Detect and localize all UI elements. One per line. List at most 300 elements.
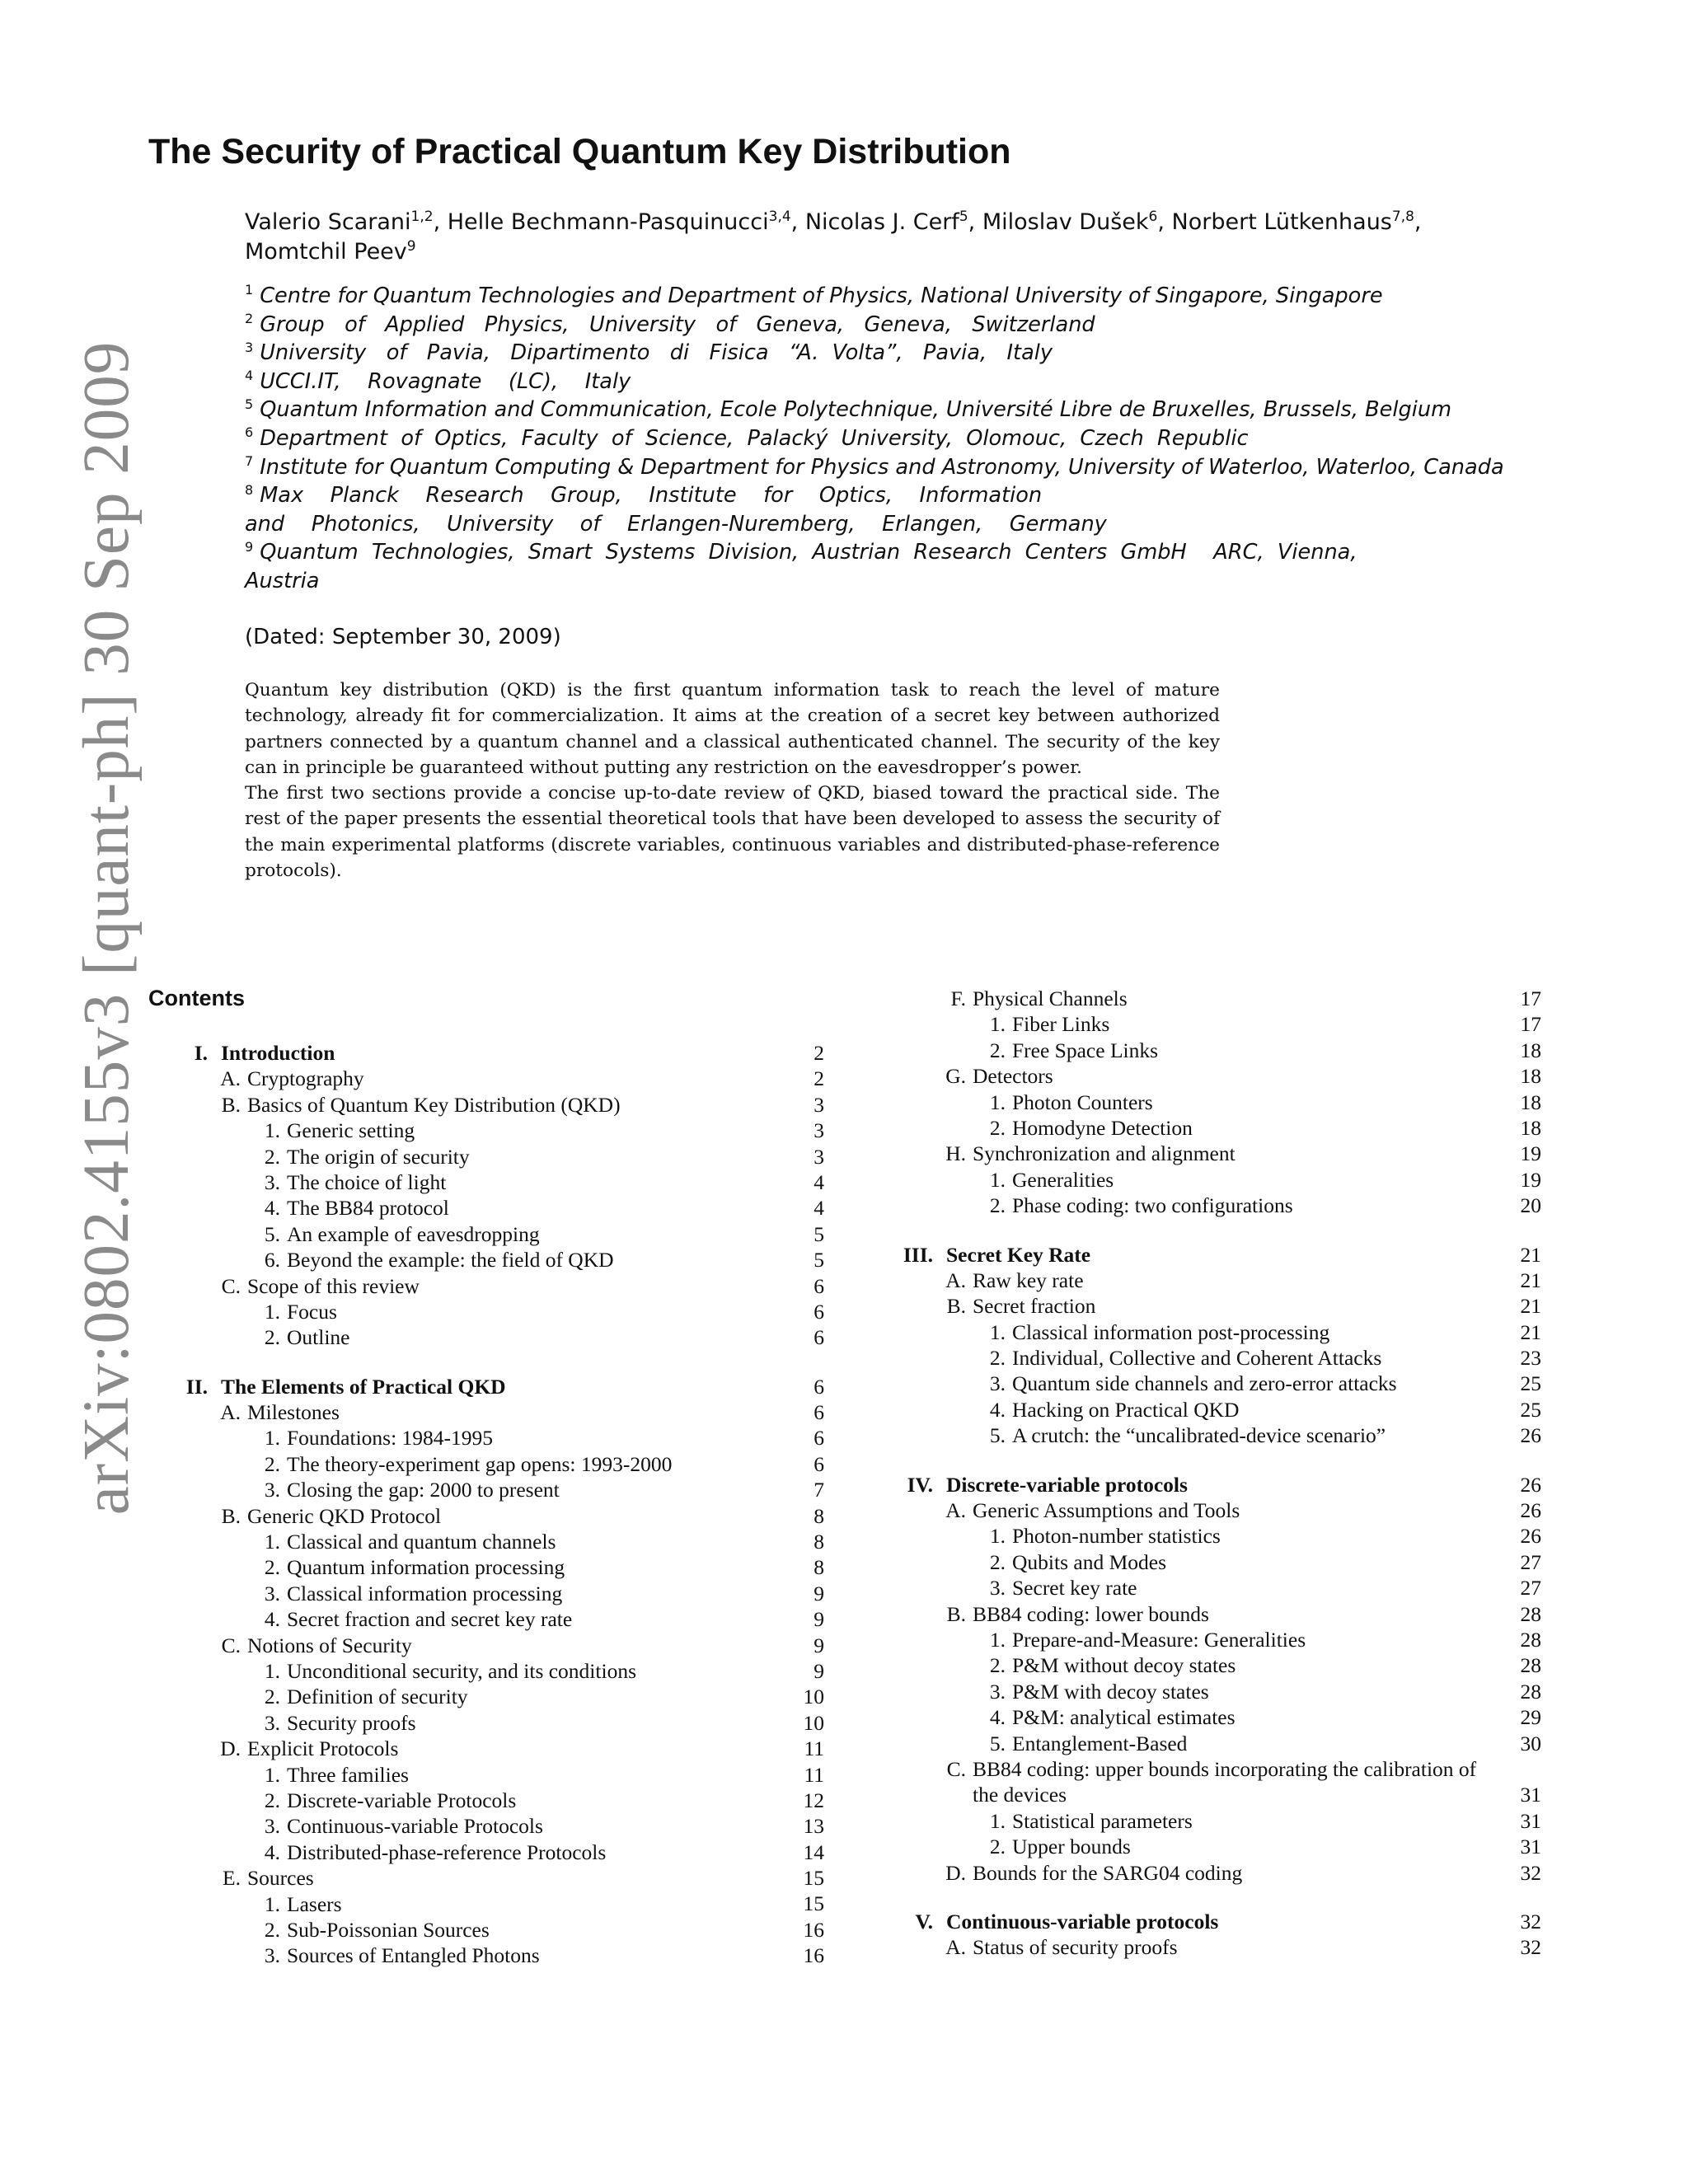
toc-number: II. xyxy=(185,1374,208,1399)
toc-section[interactable] xyxy=(874,1909,1541,1934)
toc-title: Upper bounds xyxy=(1012,1835,1131,1859)
toc-title: Secret key rate xyxy=(1012,1576,1137,1601)
affiliation xyxy=(245,311,1564,340)
toc-number: 4. xyxy=(264,1196,280,1221)
toc-title: Generalities xyxy=(1012,1167,1114,1192)
author-name: Norbert Lütkenhaus xyxy=(1171,209,1392,235)
toc-number: 1. xyxy=(989,1319,1006,1344)
toc-subsubsection[interactable] xyxy=(148,1247,824,1272)
toc-title: Individual, Collective and Coherent Attacks xyxy=(1012,1346,1382,1371)
affiliation-text: Department of Optics, Faculty of Science, Palacký University, Olomouc, Czech Republic xyxy=(260,425,1249,451)
toc-number: A. xyxy=(945,1935,966,1960)
toc-title: Physical Channels xyxy=(973,987,1128,1010)
abstract-paragraph: Quantum key distribution (QKD) is the first quantum information task to reach the level of mature technology, already fit for commercialization. It aims at the creation of a secret key between authorized partners connected by a quantum channel and a classical authenticated channel. The security of the key can in principle be guaranteed without putting any restriction on the eavesdropper’s power. xyxy=(245,680,1220,778)
toc-number: 2. xyxy=(264,1555,280,1580)
toc-page: 6 xyxy=(814,1374,824,1399)
author-affiliation-marker: 5 xyxy=(959,209,968,225)
toc-title: Phase coding: two configurations xyxy=(1012,1193,1293,1218)
toc-subsection[interactable] xyxy=(874,1497,1541,1523)
toc-number: III. xyxy=(903,1242,933,1267)
toc-title: Photon Counters xyxy=(1012,1090,1153,1114)
toc-number: 2. xyxy=(989,1549,1006,1574)
toc-number: B. xyxy=(946,1601,966,1626)
toc-title: A crutch: the “uncalibrated-device scenario” xyxy=(1012,1423,1386,1448)
toc-page: 28 xyxy=(1520,1601,1541,1626)
toc-title: Bounds for the SARG04 coding xyxy=(973,1860,1243,1885)
toc-subsubsection[interactable] xyxy=(874,1704,1541,1730)
toc-title: Continuous-variable protocols xyxy=(946,1909,1219,1933)
toc-page: 9 xyxy=(814,1658,824,1683)
toc-title: Distributed-phase-reference Protocols xyxy=(287,1840,607,1864)
toc-subsection[interactable] xyxy=(148,1092,824,1118)
toc-subsubsection[interactable] xyxy=(874,1167,1541,1193)
toc-number: 2. xyxy=(264,1685,280,1709)
toc-page: 8 xyxy=(814,1503,824,1528)
author-name: Momtchil Peev xyxy=(245,239,407,265)
toc-page: 3 xyxy=(814,1118,824,1143)
toc-subsubsection[interactable] xyxy=(874,1808,1541,1834)
toc-title: Notions of Security xyxy=(247,1633,412,1657)
toc-title: Foundations: 1984-1995 xyxy=(287,1426,494,1451)
toc-page: 18 xyxy=(1520,1115,1541,1140)
toc-title: P&M with decoy states xyxy=(1012,1679,1209,1704)
toc-number: 1. xyxy=(264,1891,280,1916)
author-separator: , xyxy=(968,209,982,235)
toc-number: 2. xyxy=(264,1451,280,1476)
toc-number: I. xyxy=(194,1041,208,1065)
toc-title: Quantum side channels and zero-error attacks xyxy=(1012,1371,1397,1396)
toc-page: 17 xyxy=(1520,1012,1541,1037)
affiliation-continuation: and Photonics, University of Erlangen-Nuremberg, Erlangen, Germany xyxy=(245,511,1107,537)
toc-subsubsection[interactable] xyxy=(874,1397,1541,1422)
affiliation-number: 3 xyxy=(245,339,254,355)
toc-subsubsection[interactable] xyxy=(148,1169,824,1195)
toc-page: 8 xyxy=(814,1530,824,1554)
toc-subsubsection[interactable] xyxy=(148,1221,824,1247)
toc-page: 6 xyxy=(814,1273,824,1298)
affiliation-list xyxy=(245,282,1564,596)
toc-number: A. xyxy=(220,1066,241,1091)
toc-number: C. xyxy=(221,1273,241,1298)
toc-title: Hacking on Practical QKD xyxy=(1012,1397,1240,1422)
affiliation-number: 4 xyxy=(245,368,254,384)
toc-subsubsection[interactable] xyxy=(874,1575,1541,1601)
toc-subsubsection[interactable] xyxy=(148,1684,824,1709)
toc-subsubsection[interactable] xyxy=(148,1477,824,1502)
toc-title: Secret fraction xyxy=(973,1294,1096,1319)
toc-number: 1. xyxy=(989,1808,1006,1833)
toc-page: 31 xyxy=(1520,1835,1541,1859)
toc-title: Unconditional security, and its conditions xyxy=(287,1658,636,1683)
toc-title: The theory-experiment gap opens: 1993-2000 xyxy=(287,1451,673,1476)
toc-title: Discrete-variable protocols xyxy=(946,1472,1188,1497)
affiliation-text: Quantum Technologies, Smart Systems Division, Austrian Research Centers GmbH ARC, Vienna, xyxy=(260,540,1357,565)
toc-title: Fiber Links xyxy=(1012,1012,1110,1037)
affiliation-number: 2 xyxy=(245,311,254,327)
toc-page: 27 xyxy=(1520,1549,1541,1574)
toc-subsubsection[interactable] xyxy=(874,1679,1541,1704)
toc-subsubsection[interactable] xyxy=(148,1324,824,1350)
toc-number: 4. xyxy=(989,1705,1006,1730)
affiliation-number: 9 xyxy=(245,538,254,555)
toc-number: 3. xyxy=(264,1169,280,1194)
toc-subsubsection[interactable] xyxy=(874,1011,1541,1037)
toc-title: The BB84 protocol xyxy=(287,1196,449,1221)
affiliation xyxy=(245,396,1564,424)
toc-page: 9 xyxy=(814,1581,824,1605)
abstract xyxy=(245,677,1220,883)
author xyxy=(448,209,805,235)
date-line: (Dated: September 30, 2009) xyxy=(245,625,561,649)
toc-number: 5. xyxy=(989,1731,1006,1755)
toc-number: 1. xyxy=(264,1658,280,1683)
toc-number: 2. xyxy=(264,1788,280,1812)
toc-number: B. xyxy=(221,1092,241,1117)
toc-subsection[interactable] xyxy=(148,1865,824,1891)
toc-number: 3. xyxy=(264,1478,280,1502)
toc-number: 1. xyxy=(264,1530,280,1554)
toc-page: 16 xyxy=(803,1917,824,1942)
toc-title: Statistical parameters xyxy=(1012,1808,1193,1833)
toc-subsubsection[interactable] xyxy=(874,1549,1541,1575)
toc-page: 30 xyxy=(1520,1731,1541,1755)
toc-page: 4 xyxy=(814,1196,824,1221)
affiliation-number: 8 xyxy=(245,481,254,498)
affiliation xyxy=(245,453,1564,482)
toc-title: Prepare-and-Measure: Generalities xyxy=(1012,1627,1306,1652)
toc-page: 15 xyxy=(803,1891,824,1916)
toc-title: Generic QKD Protocol xyxy=(247,1503,442,1528)
toc-subsection[interactable] xyxy=(874,1934,1541,1960)
toc-number: F. xyxy=(950,987,966,1010)
toc-page: 14 xyxy=(803,1840,824,1864)
toc-page: 29 xyxy=(1520,1705,1541,1730)
toc-subsubsection[interactable] xyxy=(874,1115,1541,1141)
abstract-paragraph: The first two sections provide a concise up-to-date review of QKD, biased toward the practical side. The rest of the paper presents the essential theoretical tools that have been developed to assess the security of the main experimental platforms (discrete variables, continuous variables and distributed-phase-reference protocols). xyxy=(245,783,1220,882)
toc-subsection[interactable] xyxy=(148,1736,824,1761)
toc-title: Sources of Entangled Photons xyxy=(287,1943,540,1968)
author-list xyxy=(245,208,1564,267)
toc-subsection[interactable] xyxy=(874,1141,1541,1166)
toc-number: 1. xyxy=(264,1762,280,1787)
toc-page: 21 xyxy=(1520,1319,1541,1344)
toc-section[interactable] xyxy=(874,1472,1541,1497)
toc-page: 9 xyxy=(814,1607,824,1632)
toc-section[interactable] xyxy=(148,1374,824,1399)
author-affiliation-marker: 1,2 xyxy=(410,209,434,225)
toc-title: P&M without decoy states xyxy=(1012,1653,1236,1678)
toc-page: 13 xyxy=(803,1814,824,1839)
toc-page: 26 xyxy=(1520,1423,1541,1448)
toc-number: 6. xyxy=(264,1248,280,1272)
toc-page: 27 xyxy=(1520,1576,1541,1601)
toc-subsubsection[interactable] xyxy=(874,1345,1541,1371)
affiliation-text: Quantum Information and Communication, Ecole Polytechnique, Université Libre de Bruxelles, Brussels, Belgium xyxy=(260,397,1452,423)
toc-title: Raw key rate xyxy=(973,1268,1084,1292)
toc-subsubsection[interactable] xyxy=(148,1658,824,1684)
toc-page: 25 xyxy=(1520,1371,1541,1396)
toc-page: 5 xyxy=(814,1248,824,1272)
toc-title: Introduction xyxy=(221,1041,335,1065)
arxiv-identifier-stamp: arXiv:0802.4155v3 [quant-ph] 30 Sep 2009 xyxy=(71,340,143,1516)
author-affiliation-marker: 6 xyxy=(1148,209,1158,225)
affiliation-number: 6 xyxy=(245,424,254,441)
affiliation xyxy=(245,282,1564,311)
toc-subsection[interactable] xyxy=(874,1268,1541,1293)
toc-title: Milestones xyxy=(247,1400,340,1425)
toc-title: Sources xyxy=(247,1866,314,1891)
toc-subsubsection[interactable] xyxy=(148,1195,824,1221)
toc-subsubsection[interactable] xyxy=(148,1891,824,1917)
toc-subsection[interactable] xyxy=(148,1503,824,1529)
toc-number: 1. xyxy=(989,1090,1006,1114)
toc-subsection[interactable] xyxy=(874,1860,1541,1886)
author-name: Helle Bechmann-Pasquinucci xyxy=(447,209,769,235)
toc-subsubsection[interactable] xyxy=(874,1090,1541,1115)
author-affiliation-marker: 3,4 xyxy=(768,209,791,225)
contents-heading: Contents xyxy=(148,986,245,1010)
toc-title: Detectors xyxy=(973,1064,1053,1089)
toc-title: The Elements of Practical QKD xyxy=(221,1374,506,1399)
toc-page: 18 xyxy=(1520,1064,1541,1089)
toc-number: C. xyxy=(221,1633,241,1657)
toc-left-column xyxy=(148,1040,824,1969)
toc-subsection[interactable] xyxy=(874,1601,1541,1627)
affiliation-text: University of Pavia, Dipartimento di Fisica “A. Volta”, Pavia, Italy xyxy=(260,340,1053,366)
toc-title: Generic Assumptions and Tools xyxy=(973,1498,1240,1523)
toc-subsection[interactable] xyxy=(148,1633,824,1658)
toc-title: Generic setting xyxy=(287,1118,415,1143)
affiliation-text: Institute for Quantum Computing & Department for Physics and Astronomy, University of Waterloo, Waterloo, Canada xyxy=(260,454,1504,480)
toc-page: 20 xyxy=(1520,1193,1541,1218)
toc-page: 26 xyxy=(1520,1498,1541,1523)
author-separator: , xyxy=(1414,209,1422,235)
toc-number: 2. xyxy=(989,1193,1006,1218)
toc-page: 32 xyxy=(1520,1909,1541,1933)
toc-subsection[interactable] xyxy=(148,1399,824,1425)
toc-number: 2. xyxy=(264,1144,280,1169)
toc-title: Classical information post-processing xyxy=(1012,1319,1330,1344)
author-separator: , xyxy=(433,209,448,235)
toc-number: 1. xyxy=(264,1118,280,1143)
toc-page: 21 xyxy=(1520,1294,1541,1319)
toc-number: 4. xyxy=(264,1607,280,1632)
toc-page: 7 xyxy=(814,1478,824,1502)
affiliation xyxy=(245,538,1564,595)
toc-title: Classical information processing xyxy=(287,1581,563,1605)
author xyxy=(982,209,1172,235)
author-separator: , xyxy=(790,209,805,235)
toc-number: C. xyxy=(946,1756,966,1781)
toc-subsubsection[interactable] xyxy=(874,1371,1541,1396)
toc-subsubsection[interactable] xyxy=(148,1943,824,1968)
toc-page: 6 xyxy=(814,1451,824,1476)
toc-page: 2 xyxy=(814,1066,824,1091)
toc-page: 5 xyxy=(814,1221,824,1246)
toc-number: IV. xyxy=(907,1472,933,1497)
toc-number: A. xyxy=(220,1400,241,1425)
toc-number: D. xyxy=(220,1736,241,1761)
author xyxy=(245,209,448,235)
toc-subsubsection[interactable] xyxy=(874,1523,1541,1549)
author xyxy=(805,209,982,235)
toc-title: Outline xyxy=(287,1325,350,1350)
toc-subsubsection[interactable] xyxy=(874,1422,1541,1448)
toc-subsubsection[interactable] xyxy=(874,1731,1541,1756)
toc-title: Quantum information processing xyxy=(287,1555,565,1580)
affiliation-text: Group of Applied Physics, University of Geneva, Geneva, Switzerland xyxy=(260,312,1095,337)
toc-number: B. xyxy=(221,1503,241,1528)
toc-subsubsection[interactable] xyxy=(148,1529,824,1554)
toc-number: 2. xyxy=(989,1115,1006,1140)
toc-subsubsection[interactable] xyxy=(874,1038,1541,1063)
toc-subsubsection[interactable] xyxy=(148,1917,824,1943)
toc-subsubsection[interactable] xyxy=(148,1813,824,1839)
toc-page: 17 xyxy=(1520,986,1541,1010)
toc-page: 11 xyxy=(804,1736,824,1761)
toc-page: 3 xyxy=(814,1144,824,1169)
toc-title: Secret fraction and secret key rate xyxy=(287,1607,573,1632)
toc-number: D. xyxy=(945,1860,966,1885)
toc-page: 32 xyxy=(1520,1935,1541,1960)
toc-subsection[interactable] xyxy=(874,1063,1541,1089)
toc-number: 2. xyxy=(989,1653,1006,1678)
toc-page: 4 xyxy=(814,1169,824,1194)
toc-page: 3 xyxy=(814,1092,824,1117)
toc-subsubsection[interactable] xyxy=(148,1840,824,1865)
author-name: Nicolas J. Cerf xyxy=(804,209,959,235)
toc-subsubsection[interactable] xyxy=(148,1710,824,1736)
toc-page: 26 xyxy=(1520,1524,1541,1549)
toc-title: BB84 coding: lower bounds xyxy=(973,1601,1209,1626)
toc-section[interactable] xyxy=(148,1040,824,1066)
author xyxy=(245,239,416,265)
toc-number: 5. xyxy=(264,1221,280,1246)
toc-title: Closing the gap: 2000 to present xyxy=(287,1478,560,1502)
toc-subsubsection[interactable] xyxy=(148,1606,824,1632)
toc-page: 28 xyxy=(1520,1679,1541,1704)
toc-subsubsection[interactable] xyxy=(874,1627,1541,1652)
toc-number: 1. xyxy=(989,1524,1006,1549)
toc-page: 6 xyxy=(814,1299,824,1324)
toc-number: 2. xyxy=(989,1835,1006,1859)
affiliation-continuation: Austria xyxy=(245,568,320,593)
toc-subsubsection[interactable] xyxy=(148,1299,824,1324)
toc-page: 12 xyxy=(803,1788,824,1812)
toc-subsubsection[interactable] xyxy=(148,1118,824,1143)
toc-page: 18 xyxy=(1520,1038,1541,1062)
toc-subsubsection[interactable] xyxy=(148,1581,824,1606)
author-affiliation-marker: 7,8 xyxy=(1391,209,1414,225)
toc-title: Continuous-variable Protocols xyxy=(287,1814,543,1839)
toc-number: 1. xyxy=(989,1012,1006,1037)
toc-subsection[interactable] xyxy=(148,1273,824,1299)
toc-number: G. xyxy=(945,1064,966,1089)
toc-number: A. xyxy=(945,1498,966,1523)
toc-number: 3. xyxy=(989,1371,1006,1396)
toc-subsection[interactable] xyxy=(874,1756,1541,1808)
toc-number: 1. xyxy=(989,1167,1006,1192)
toc-number: 3. xyxy=(989,1576,1006,1601)
toc-subsubsection[interactable] xyxy=(874,1319,1541,1345)
toc-subsubsection[interactable] xyxy=(874,1834,1541,1859)
toc-title: Free Space Links xyxy=(1012,1038,1159,1062)
toc-number: 2. xyxy=(989,1346,1006,1371)
affiliation xyxy=(245,424,1564,453)
toc-number: A. xyxy=(945,1268,966,1292)
toc-title: Homodyne Detection xyxy=(1012,1115,1193,1140)
toc-title: Photon-number statistics xyxy=(1012,1524,1221,1549)
toc-page: 25 xyxy=(1520,1397,1541,1422)
toc-title: BB84 coding: upper bounds incorporating the calibration of the devices xyxy=(973,1756,1477,1807)
affiliation-text: UCCI.IT, Rovagnate (LC), Italy xyxy=(260,368,631,394)
toc-subsubsection[interactable] xyxy=(874,1193,1541,1218)
toc-number: 3. xyxy=(264,1814,280,1839)
toc-subsubsection[interactable] xyxy=(148,1788,824,1813)
affiliation-number: 7 xyxy=(245,453,254,470)
toc-subsubsection[interactable] xyxy=(874,1652,1541,1678)
toc-title: Security proofs xyxy=(287,1710,416,1735)
affiliation-text: Max Planck Research Group, Institute for Optics, Information xyxy=(260,483,1043,509)
toc-title: An example of eavesdropping xyxy=(287,1221,540,1246)
toc-subsubsection[interactable] xyxy=(148,1144,824,1169)
toc-title: Basics of Quantum Key Distribution (QKD) xyxy=(247,1092,621,1117)
toc-title: Focus xyxy=(287,1299,337,1324)
toc-number: 2. xyxy=(264,1917,280,1942)
toc-number: 1. xyxy=(989,1627,1006,1652)
toc-title: Qubits and Modes xyxy=(1012,1549,1166,1574)
author-name: Miloslav Dušek xyxy=(982,209,1149,235)
toc-subsubsection[interactable] xyxy=(148,1762,824,1788)
toc-page: 15 xyxy=(803,1866,824,1891)
toc-section[interactable] xyxy=(874,1242,1541,1268)
affiliation-number: 5 xyxy=(245,396,254,412)
affiliation-number: 1 xyxy=(245,282,254,298)
toc-subsection[interactable] xyxy=(874,986,1541,1011)
toc-page: 9 xyxy=(814,1633,824,1657)
toc-title: Explicit Protocols xyxy=(247,1736,399,1761)
toc-page: 8 xyxy=(814,1555,824,1580)
author-name: Valerio Scarani xyxy=(245,209,411,235)
toc-page: 21 xyxy=(1520,1268,1541,1292)
toc-number: 3. xyxy=(264,1943,280,1968)
toc-page: 11 xyxy=(804,1762,824,1787)
toc-page: 26 xyxy=(1520,1472,1541,1497)
toc-title: Synchronization and alignment xyxy=(973,1141,1236,1166)
toc-page: 19 xyxy=(1520,1167,1541,1192)
toc-subsubsection[interactable] xyxy=(148,1554,824,1580)
affiliation-text: Centre for Quantum Technologies and Department of Physics, National University of Singapore, Singapore xyxy=(260,284,1383,308)
toc-subsubsection[interactable] xyxy=(148,1451,824,1477)
toc-title: Scope of this review xyxy=(247,1273,420,1298)
toc-title: Discrete-variable Protocols xyxy=(287,1788,517,1812)
toc-number: E. xyxy=(223,1866,241,1891)
toc-page: 23 xyxy=(1520,1346,1541,1371)
toc-title: P&M: analytical estimates xyxy=(1012,1705,1236,1730)
affiliation xyxy=(245,481,1564,538)
toc-number: V. xyxy=(915,1909,933,1933)
toc-title: Status of security proofs xyxy=(973,1935,1178,1960)
toc-number: H. xyxy=(945,1141,966,1166)
toc-subsection[interactable] xyxy=(874,1293,1541,1319)
author-separator: , xyxy=(1157,209,1172,235)
toc-page: 28 xyxy=(1520,1627,1541,1652)
toc-title: Beyond the example: the field of QKD xyxy=(287,1248,614,1272)
toc-subsubsection[interactable] xyxy=(148,1425,824,1451)
toc-subsection[interactable] xyxy=(148,1066,824,1091)
affiliation xyxy=(245,339,1564,368)
toc-number: 3. xyxy=(264,1710,280,1735)
